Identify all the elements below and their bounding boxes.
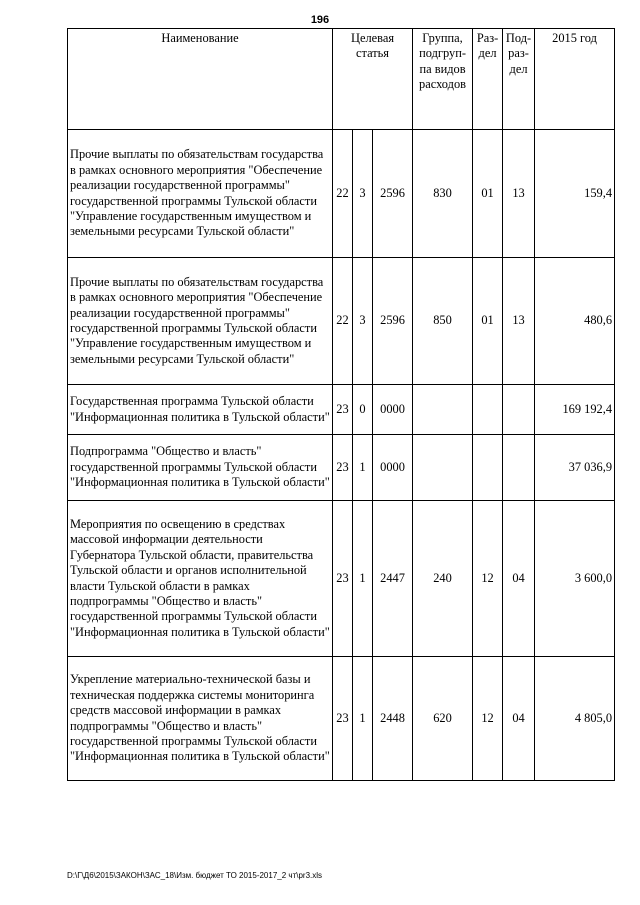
row-name: Укрепление материально-технической базы и техническая поддержка системы мониторинга средств массовой информации в рамках подпрограммы "Общество и власть" государственной программы Тульской области "Информационная политика в Тульской области" [68, 657, 333, 781]
row-target-2: 3 [353, 130, 373, 258]
table-row [68, 385, 615, 435]
page-number: 196 [310, 14, 330, 26]
header-group: Группа, подгруп-па видов расходов [413, 29, 473, 130]
table-row [68, 501, 615, 657]
row-target-1: 23 [333, 435, 353, 501]
header-section: Раз-дел [473, 29, 503, 130]
header-year: 2015 год [535, 29, 615, 130]
row-target-3: 2596 [373, 130, 413, 258]
row-target-1: 22 [333, 130, 353, 258]
file-path-footer: D:\Г\Д6\2015\ЗАКОН\ЗАС_18\Изм. бюджет ТО 2015-2017_2 чт\рr3.xls [67, 871, 323, 880]
table-row [68, 435, 615, 501]
row-target-3: 2447 [373, 501, 413, 657]
row-section: 01 [473, 258, 503, 385]
row-section: 12 [473, 657, 503, 781]
row-section [473, 385, 503, 435]
row-section: 12 [473, 501, 503, 657]
table-row [68, 258, 615, 385]
row-subsection: 04 [503, 657, 535, 781]
row-target-1: 23 [333, 385, 353, 435]
row-target-2: 1 [353, 657, 373, 781]
row-name: Подпрограмма "Общество и власть" государственной программы Тульской области "Информационная политика в Тульской области" [68, 435, 333, 501]
row-subsection: 04 [503, 501, 535, 657]
row-target-1: 23 [333, 657, 353, 781]
row-group [413, 435, 473, 501]
row-section [473, 435, 503, 501]
row-group: 240 [413, 501, 473, 657]
row-target-3: 2448 [373, 657, 413, 781]
table-row [68, 657, 615, 781]
row-name: Мероприятия по освещению в средствах массовой информации деятельности Губернатора Тульской области, правительства Тульской области и органов исполнительной власти Тульской области в рамках подпрограммы "Общество и власть" государственной программы Тульской области "Информационная политика в Тульской области" [68, 501, 333, 657]
row-target-2: 3 [353, 258, 373, 385]
row-amount: 3 600,0 [535, 501, 615, 657]
row-target-2: 0 [353, 385, 373, 435]
row-group: 830 [413, 130, 473, 258]
row-subsection: 13 [503, 130, 535, 258]
row-target-3: 2596 [373, 258, 413, 385]
row-amount: 169 192,4 [535, 385, 615, 435]
row-amount: 159,4 [535, 130, 615, 258]
row-subsection [503, 385, 535, 435]
row-amount: 37 036,9 [535, 435, 615, 501]
header-row [68, 29, 615, 130]
row-group: 850 [413, 258, 473, 385]
budget-table [67, 28, 615, 781]
header-subsection: Под-раз-дел [503, 29, 535, 130]
row-group: 620 [413, 657, 473, 781]
row-name: Государственная программа Тульской области "Информационная политика в Тульской области" [68, 385, 333, 435]
row-group [413, 385, 473, 435]
row-target-1: 23 [333, 501, 353, 657]
row-subsection [503, 435, 535, 501]
row-target-2: 1 [353, 435, 373, 501]
row-amount: 4 805,0 [535, 657, 615, 781]
table-row [68, 130, 615, 258]
header-name: Наименование [68, 29, 333, 130]
row-name: Прочие выплаты по обязательствам государства в рамках основного мероприятия "Обеспечение реализации государственной программы" государственной программы Тульской области "Управление государственным имуществом и земельными ресурсами Тульской области" [68, 130, 333, 258]
row-amount: 480,6 [535, 258, 615, 385]
row-name: Прочие выплаты по обязательствам государства в рамках основного мероприятия "Обеспечение реализации государственной программы" государственной программы Тульской области "Управление государственным имуществом и земельными ресурсами Тульской области" [68, 258, 333, 385]
row-target-3: 0000 [373, 385, 413, 435]
row-section: 01 [473, 130, 503, 258]
row-subsection: 13 [503, 258, 535, 385]
row-target-1: 22 [333, 258, 353, 385]
row-target-2: 1 [353, 501, 373, 657]
row-target-3: 0000 [373, 435, 413, 501]
header-target: Целевая статья [333, 29, 413, 130]
